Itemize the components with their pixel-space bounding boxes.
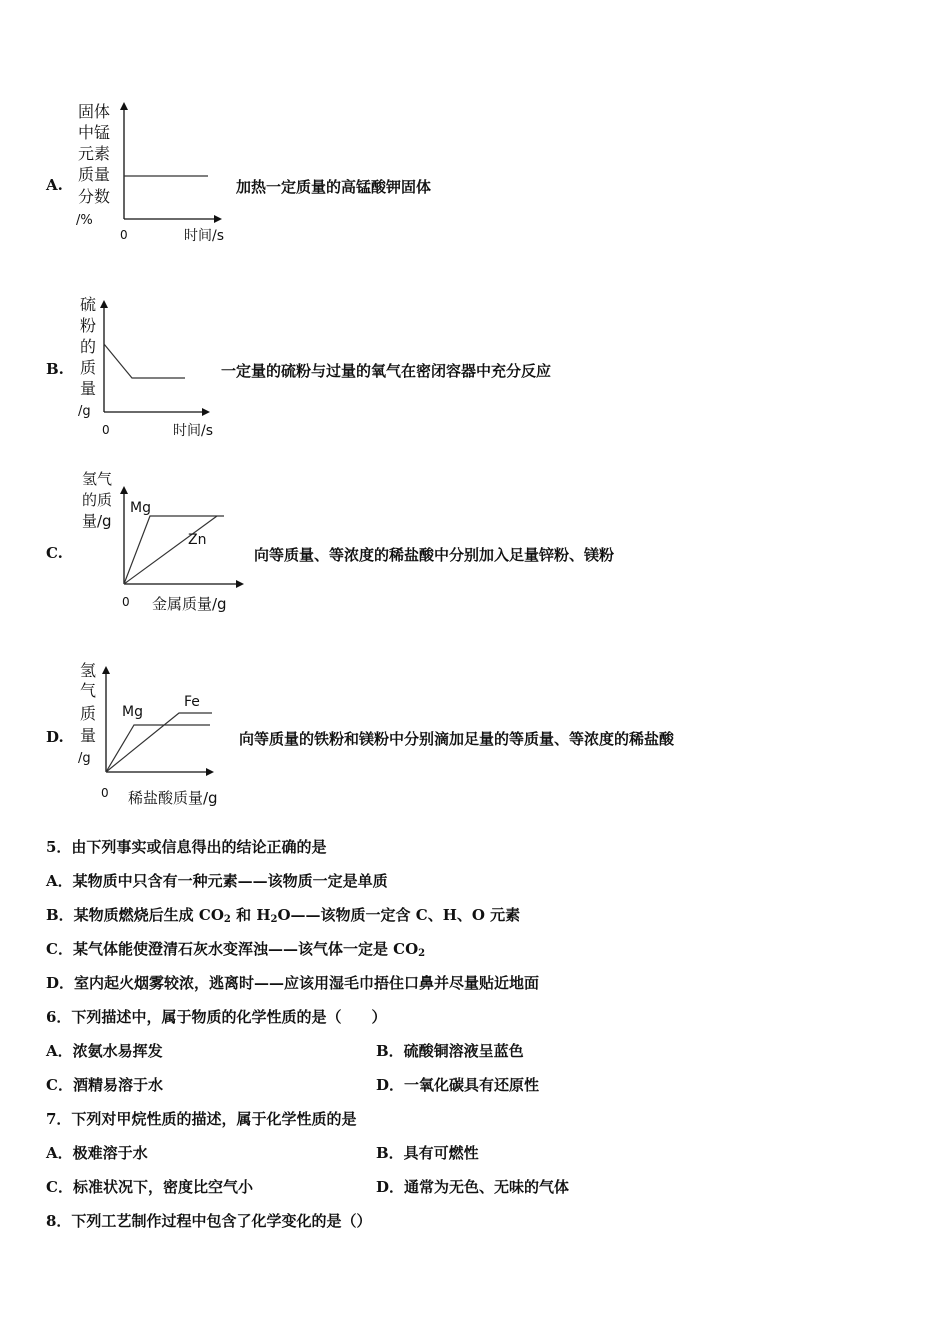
graph-a-x-arrow xyxy=(214,215,222,223)
graph-a-ylabel-5: 分数 xyxy=(78,187,111,206)
graph-d-curve-mg xyxy=(106,725,210,772)
graph-d-ylabel-2: 气 xyxy=(80,681,97,700)
graph-d-label-fe: Fe xyxy=(184,694,200,710)
graph-b xyxy=(72,292,232,442)
graph-a xyxy=(72,96,232,246)
question-6-stem: 6．下列描述中，属于物质的化学性质的是（ ） xyxy=(46,1008,387,1026)
graph-b-ylabel-2: 粉 xyxy=(80,316,97,335)
graph-b-ylabel-6: /g xyxy=(78,404,91,419)
question-8-stem: 8．下列工艺制作过程中包含了化学变化的是（） xyxy=(46,1212,372,1230)
graph-c xyxy=(76,464,256,616)
graph-b-origin: 0 xyxy=(102,423,110,437)
graph-c-ylabel-1: 氢气 xyxy=(82,470,113,488)
graph-d-ylabel-5: /g xyxy=(78,751,91,766)
graph-d-ylabel-1: 氢 xyxy=(80,661,97,680)
graph-b-ylabel-4: 质 xyxy=(80,358,97,377)
option-d-description: 向等质量的铁粉和镁粉中分别滴加足量的等质量、等浓度的稀盐酸 xyxy=(239,730,675,748)
question-6-option-b: B．硫酸铜溶液呈蓝色 xyxy=(376,1042,524,1060)
option-d-letter: D. xyxy=(46,728,64,746)
graph-d-x-arrow xyxy=(206,768,214,776)
question-6-option-c: C．酒精易溶于水 xyxy=(46,1076,163,1094)
graph-b-ylabel-3: 的 xyxy=(80,337,97,356)
question-6-option-d: D．一氧化碳具有还原性 xyxy=(376,1076,540,1094)
graph-c-x-arrow xyxy=(236,580,244,588)
graph-a-ylabel-2: 中锰 xyxy=(78,123,111,142)
graph-c-label-zn: Zn xyxy=(188,532,207,548)
option-c-letter: C. xyxy=(46,544,63,562)
graph-d-curve-fe xyxy=(106,713,212,772)
graph-a-ylabel-1: 固体 xyxy=(78,102,111,121)
q5-b-sub2: 2 xyxy=(270,914,278,925)
graph-d xyxy=(72,658,242,813)
graph-a-origin: 0 xyxy=(120,228,128,242)
graph-c-curve-zn xyxy=(124,516,217,584)
question-5-option-a: A．某物质中只含有一种元素——该物质一定是单质 xyxy=(46,872,388,890)
question-5-option-b xyxy=(46,904,520,925)
graph-b-xlabel: 时间/s xyxy=(173,423,214,439)
question-5-option-d: D．室内起火烟雾较浓，逃离时——应该用湿毛巾捂住口鼻并尽量贴近地面 xyxy=(46,974,540,992)
graph-d-origin: 0 xyxy=(101,786,109,800)
option-b-description: 一定量的硫粉与过量的氧气在密闭容器中充分反应 xyxy=(221,362,552,380)
q5-b-mid: 和 H xyxy=(230,906,271,924)
question-7-option-d: D．通常为无色、无味的气体 xyxy=(376,1178,570,1196)
graph-b-ylabel-1: 硫 xyxy=(80,295,97,314)
graph-c-xlabel: 金属质量/g xyxy=(152,595,227,613)
question-6-option-a: A．浓氨水易挥发 xyxy=(46,1042,163,1060)
option-a-letter: A. xyxy=(46,176,63,194)
graph-c-ylabel-3: 量/g xyxy=(82,512,112,530)
graph-a-ylabel-6: /% xyxy=(76,213,93,228)
question-7-option-b: B．具有可燃性 xyxy=(376,1144,479,1162)
question-7-option-a: A．极难溶于水 xyxy=(46,1144,148,1162)
graph-a-ylabel-4: 质量 xyxy=(78,165,111,184)
q5-b-sub1: 2 xyxy=(223,914,231,925)
graph-b-curve xyxy=(104,344,185,378)
q5-c-sub: 2 xyxy=(418,948,426,959)
graph-d-ylabel-4: 量 xyxy=(80,726,97,745)
question-5-stem: 5．由下列事实或信息得出的结论正确的是 xyxy=(46,838,327,856)
question-7-option-c: C．标准状况下，密度比空气小 xyxy=(46,1178,253,1196)
graph-d-ylabel-3: 质 xyxy=(80,704,97,723)
graph-d-y-arrow xyxy=(102,666,110,674)
option-c-description: 向等质量、等浓度的稀盐酸中分别加入足量锌粉、镁粉 xyxy=(254,546,615,564)
graph-b-ylabel-5: 量 xyxy=(80,379,97,398)
q5-b-post: O——该物质一定含 C、H、O 元素 xyxy=(277,906,521,924)
question-5-option-c xyxy=(46,938,425,959)
graph-c-curve-mg xyxy=(124,516,224,584)
graph-b-x-arrow xyxy=(202,408,210,416)
q5-b-pre: B．某物质燃烧后生成 CO xyxy=(46,906,224,924)
graph-c-origin: 0 xyxy=(122,595,130,609)
graph-c-ylabel-2: 的质 xyxy=(82,491,113,509)
question-7-stem: 7．下列对甲烷性质的描述，属于化学性质的是 xyxy=(46,1110,357,1128)
q5-c-pre: C．某气体能使澄清石灰水变浑浊——该气体一定是 CO xyxy=(46,940,419,958)
graph-b-y-arrow xyxy=(100,300,108,308)
graph-a-ylabel-3: 元素 xyxy=(78,144,111,163)
option-b-letter: B. xyxy=(46,360,64,378)
graph-d-label-mg: Mg xyxy=(122,704,143,720)
graph-c-label-mg: Mg xyxy=(130,500,151,516)
graph-a-xlabel: 时间/s xyxy=(184,228,225,244)
graph-c-y-arrow xyxy=(120,486,128,494)
graph-d-xlabel: 稀盐酸质量/g xyxy=(128,789,218,807)
option-a-description: 加热一定质量的高锰酸钾固体 xyxy=(236,178,432,196)
graph-a-y-arrow xyxy=(120,102,128,110)
